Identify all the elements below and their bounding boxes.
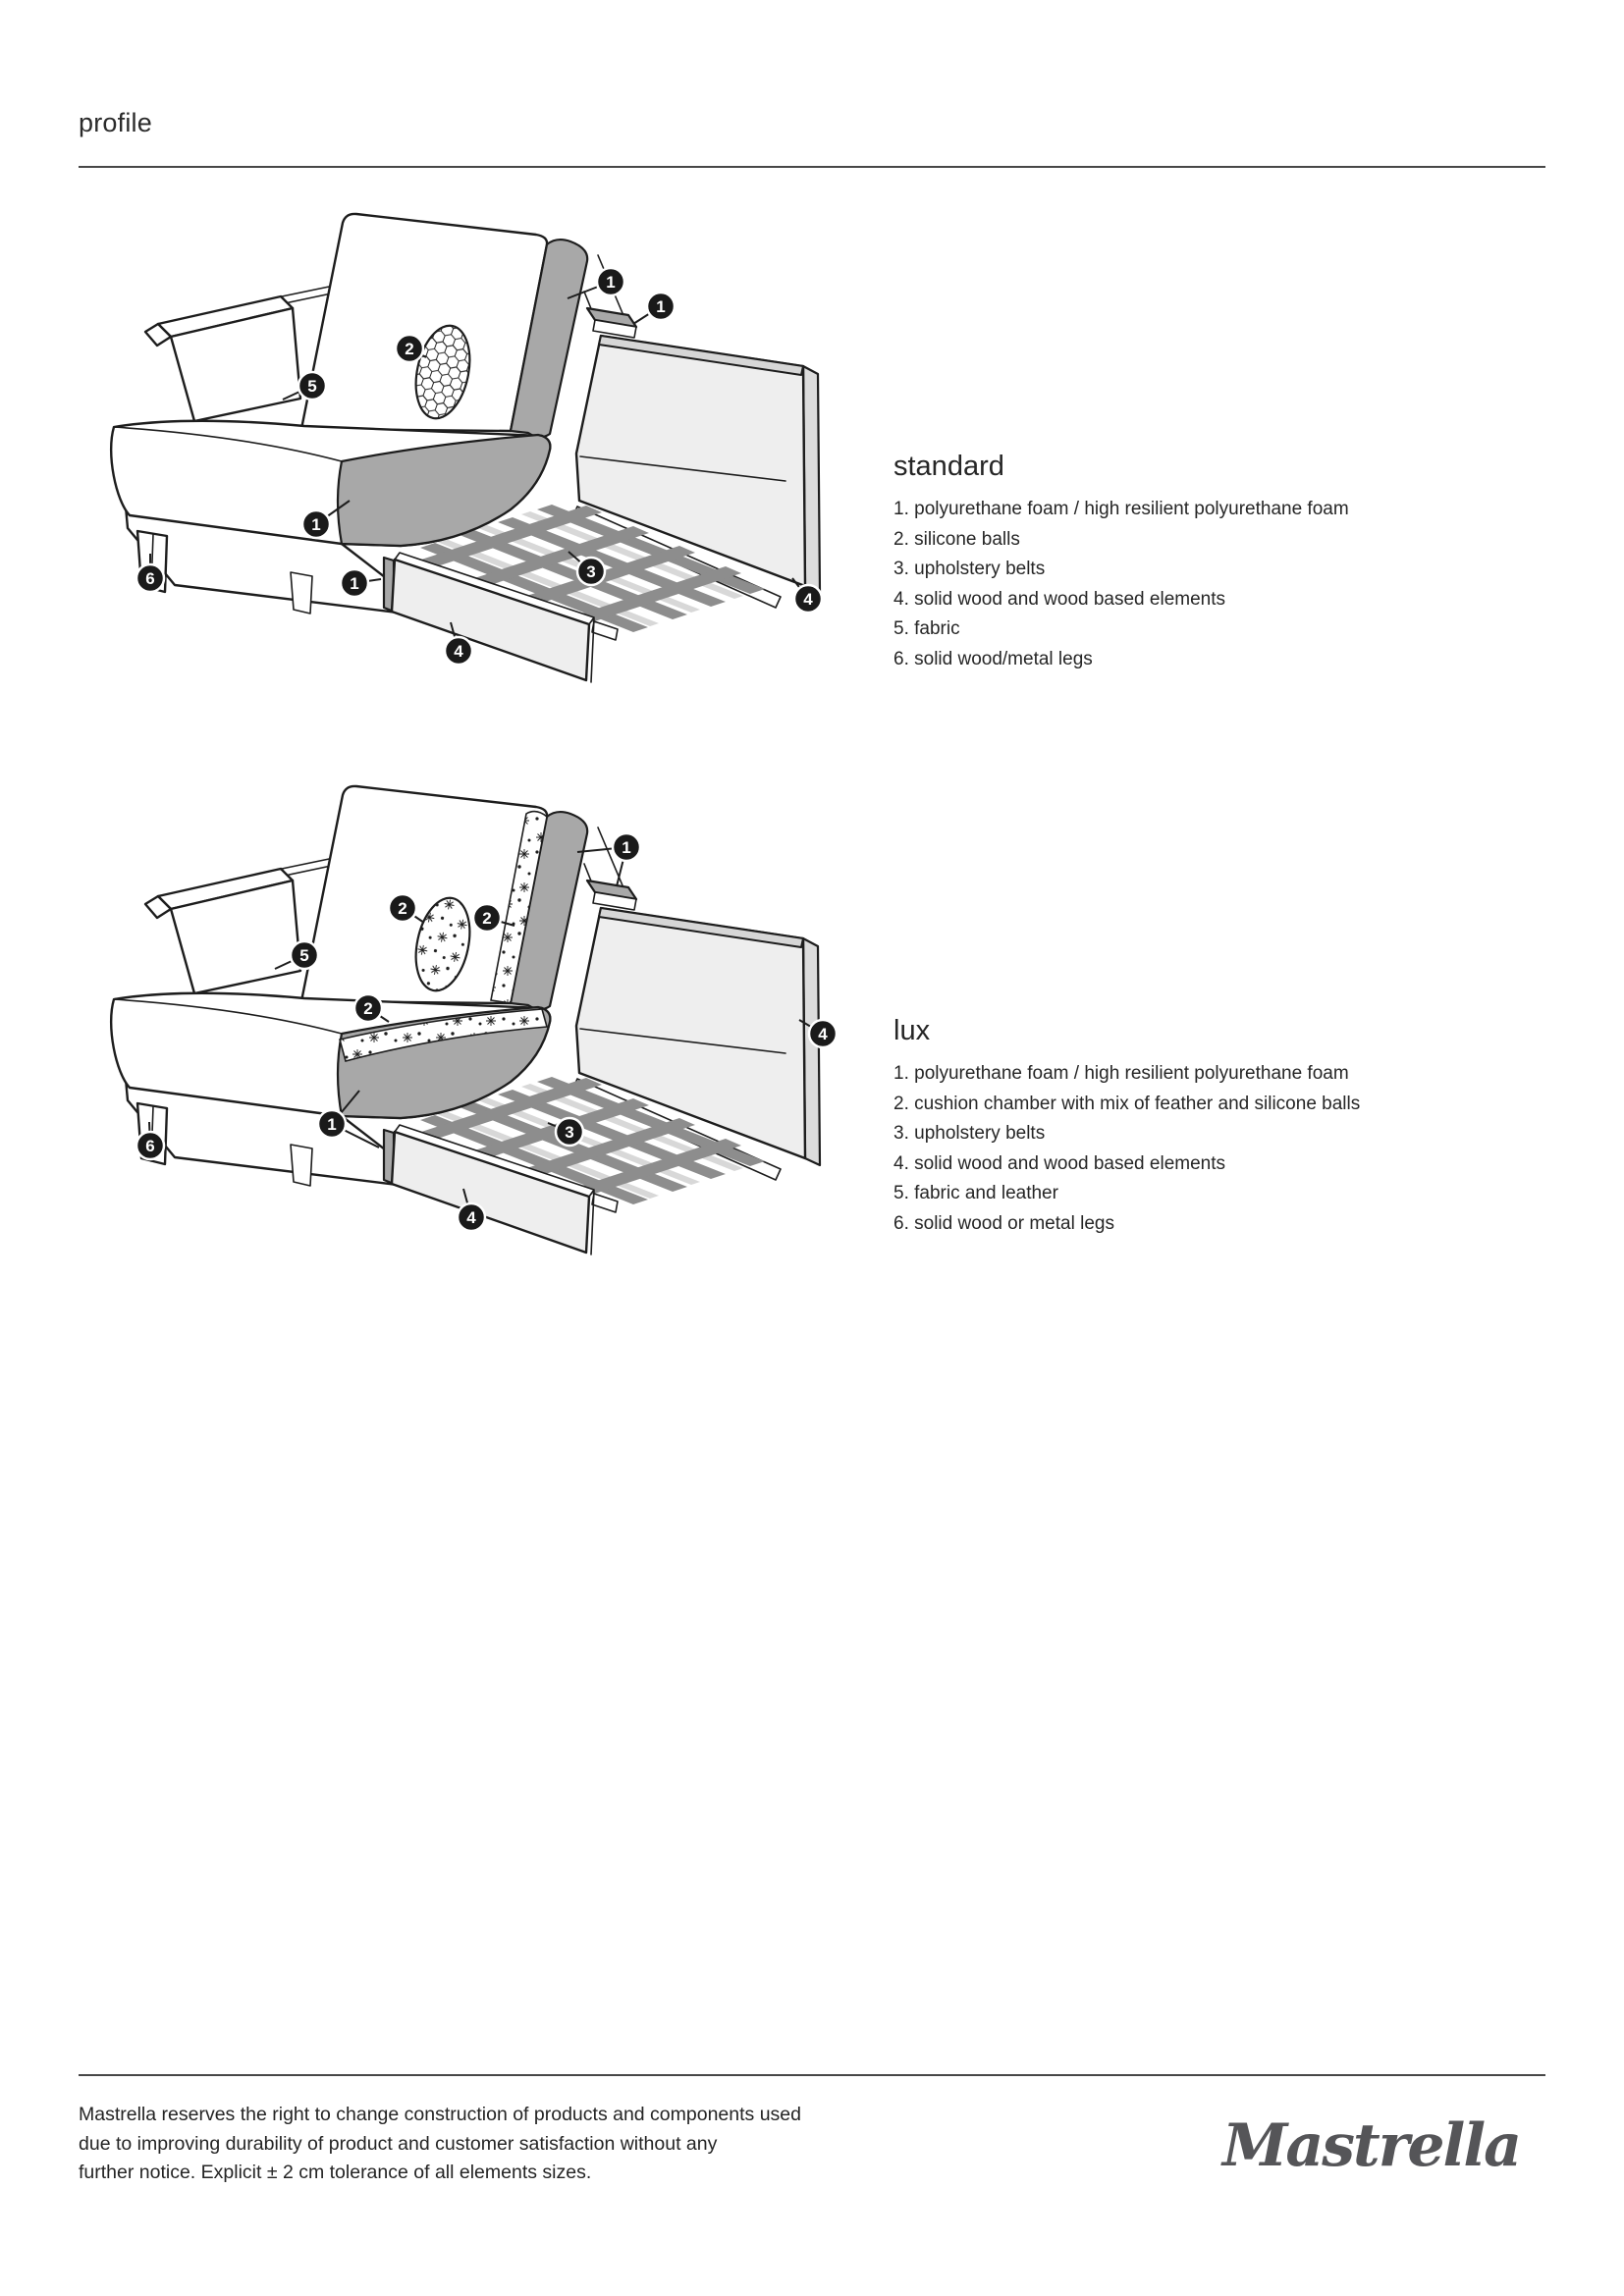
svg-text:2: 2 bbox=[363, 999, 373, 1018]
rear-leg bbox=[291, 572, 312, 614]
spec-item: 1. polyurethane foam / high resilient polyurethane foam bbox=[893, 1063, 1349, 1084]
disclaimer bbox=[79, 2101, 825, 2188]
svg-text:5: 5 bbox=[307, 377, 317, 396]
spec-item: 4. solid wood and wood based elements bbox=[893, 588, 1226, 610]
svg-text:5: 5 bbox=[299, 946, 309, 965]
callout-marker bbox=[633, 293, 675, 324]
svg-text:3: 3 bbox=[586, 562, 596, 581]
svg-text:1: 1 bbox=[656, 297, 666, 316]
section-standard bbox=[893, 451, 1522, 674]
svg-text:2: 2 bbox=[482, 909, 492, 928]
section-title: standard bbox=[893, 451, 1004, 482]
brand-logo: Mastrella bbox=[1221, 2111, 1520, 2180]
page-title: profile bbox=[79, 108, 152, 137]
lux-sofa-diagram bbox=[98, 761, 884, 1271]
disclaimer-line: further notice. Explicit ± 2 cm tolerance of all elements sizes. bbox=[79, 2162, 592, 2183]
top-divider bbox=[79, 166, 1545, 168]
spec-item: 3. upholstery belts bbox=[893, 1123, 1046, 1144]
section-lux bbox=[893, 1015, 1522, 1239]
spec-item: 2. silicone balls bbox=[893, 528, 1020, 550]
spec-item: 1. polyurethane foam / high resilient polyurethane foam bbox=[893, 499, 1349, 519]
spec-item: 6. solid wood or metal legs bbox=[893, 1212, 1114, 1234]
svg-text:4: 4 bbox=[803, 590, 813, 609]
svg-text:3: 3 bbox=[565, 1123, 574, 1142]
svg-text:2: 2 bbox=[405, 340, 414, 358]
spec-item: 4. solid wood and wood based elements bbox=[893, 1152, 1226, 1174]
spec-item: 6. solid wood/metal legs bbox=[893, 648, 1093, 669]
svg-text:6: 6 bbox=[145, 569, 155, 588]
svg-text:1: 1 bbox=[622, 838, 631, 857]
spec-item: 5. fabric and leather bbox=[893, 1183, 1058, 1203]
svg-text:4: 4 bbox=[454, 642, 463, 661]
svg-text:1: 1 bbox=[606, 273, 616, 292]
spec-item: 2. cushion chamber with mix of feather and silicone balls bbox=[893, 1093, 1361, 1114]
svg-text:1: 1 bbox=[350, 574, 359, 593]
svg-text:2: 2 bbox=[398, 899, 407, 918]
svg-text:4: 4 bbox=[818, 1025, 828, 1043]
callout-marker bbox=[577, 833, 640, 886]
disclaimer-line: due to improving durability of product and customer satisfaction without any bbox=[79, 2132, 718, 2155]
spec-item: 5. fabric bbox=[893, 618, 960, 639]
standard-sofa-diagram bbox=[98, 188, 884, 699]
svg-text:1: 1 bbox=[311, 515, 321, 534]
svg-text:1: 1 bbox=[327, 1115, 337, 1134]
disclaimer-line: Mastrella reserves the right to change construction of products and components used bbox=[79, 2104, 801, 2125]
spec-item: 3. upholstery belts bbox=[893, 559, 1046, 579]
bottom-divider bbox=[79, 2074, 1545, 2076]
svg-text:4: 4 bbox=[466, 1208, 476, 1227]
svg-text:6: 6 bbox=[145, 1137, 155, 1155]
rear-leg bbox=[291, 1145, 312, 1186]
section-title: lux bbox=[893, 1015, 931, 1046]
